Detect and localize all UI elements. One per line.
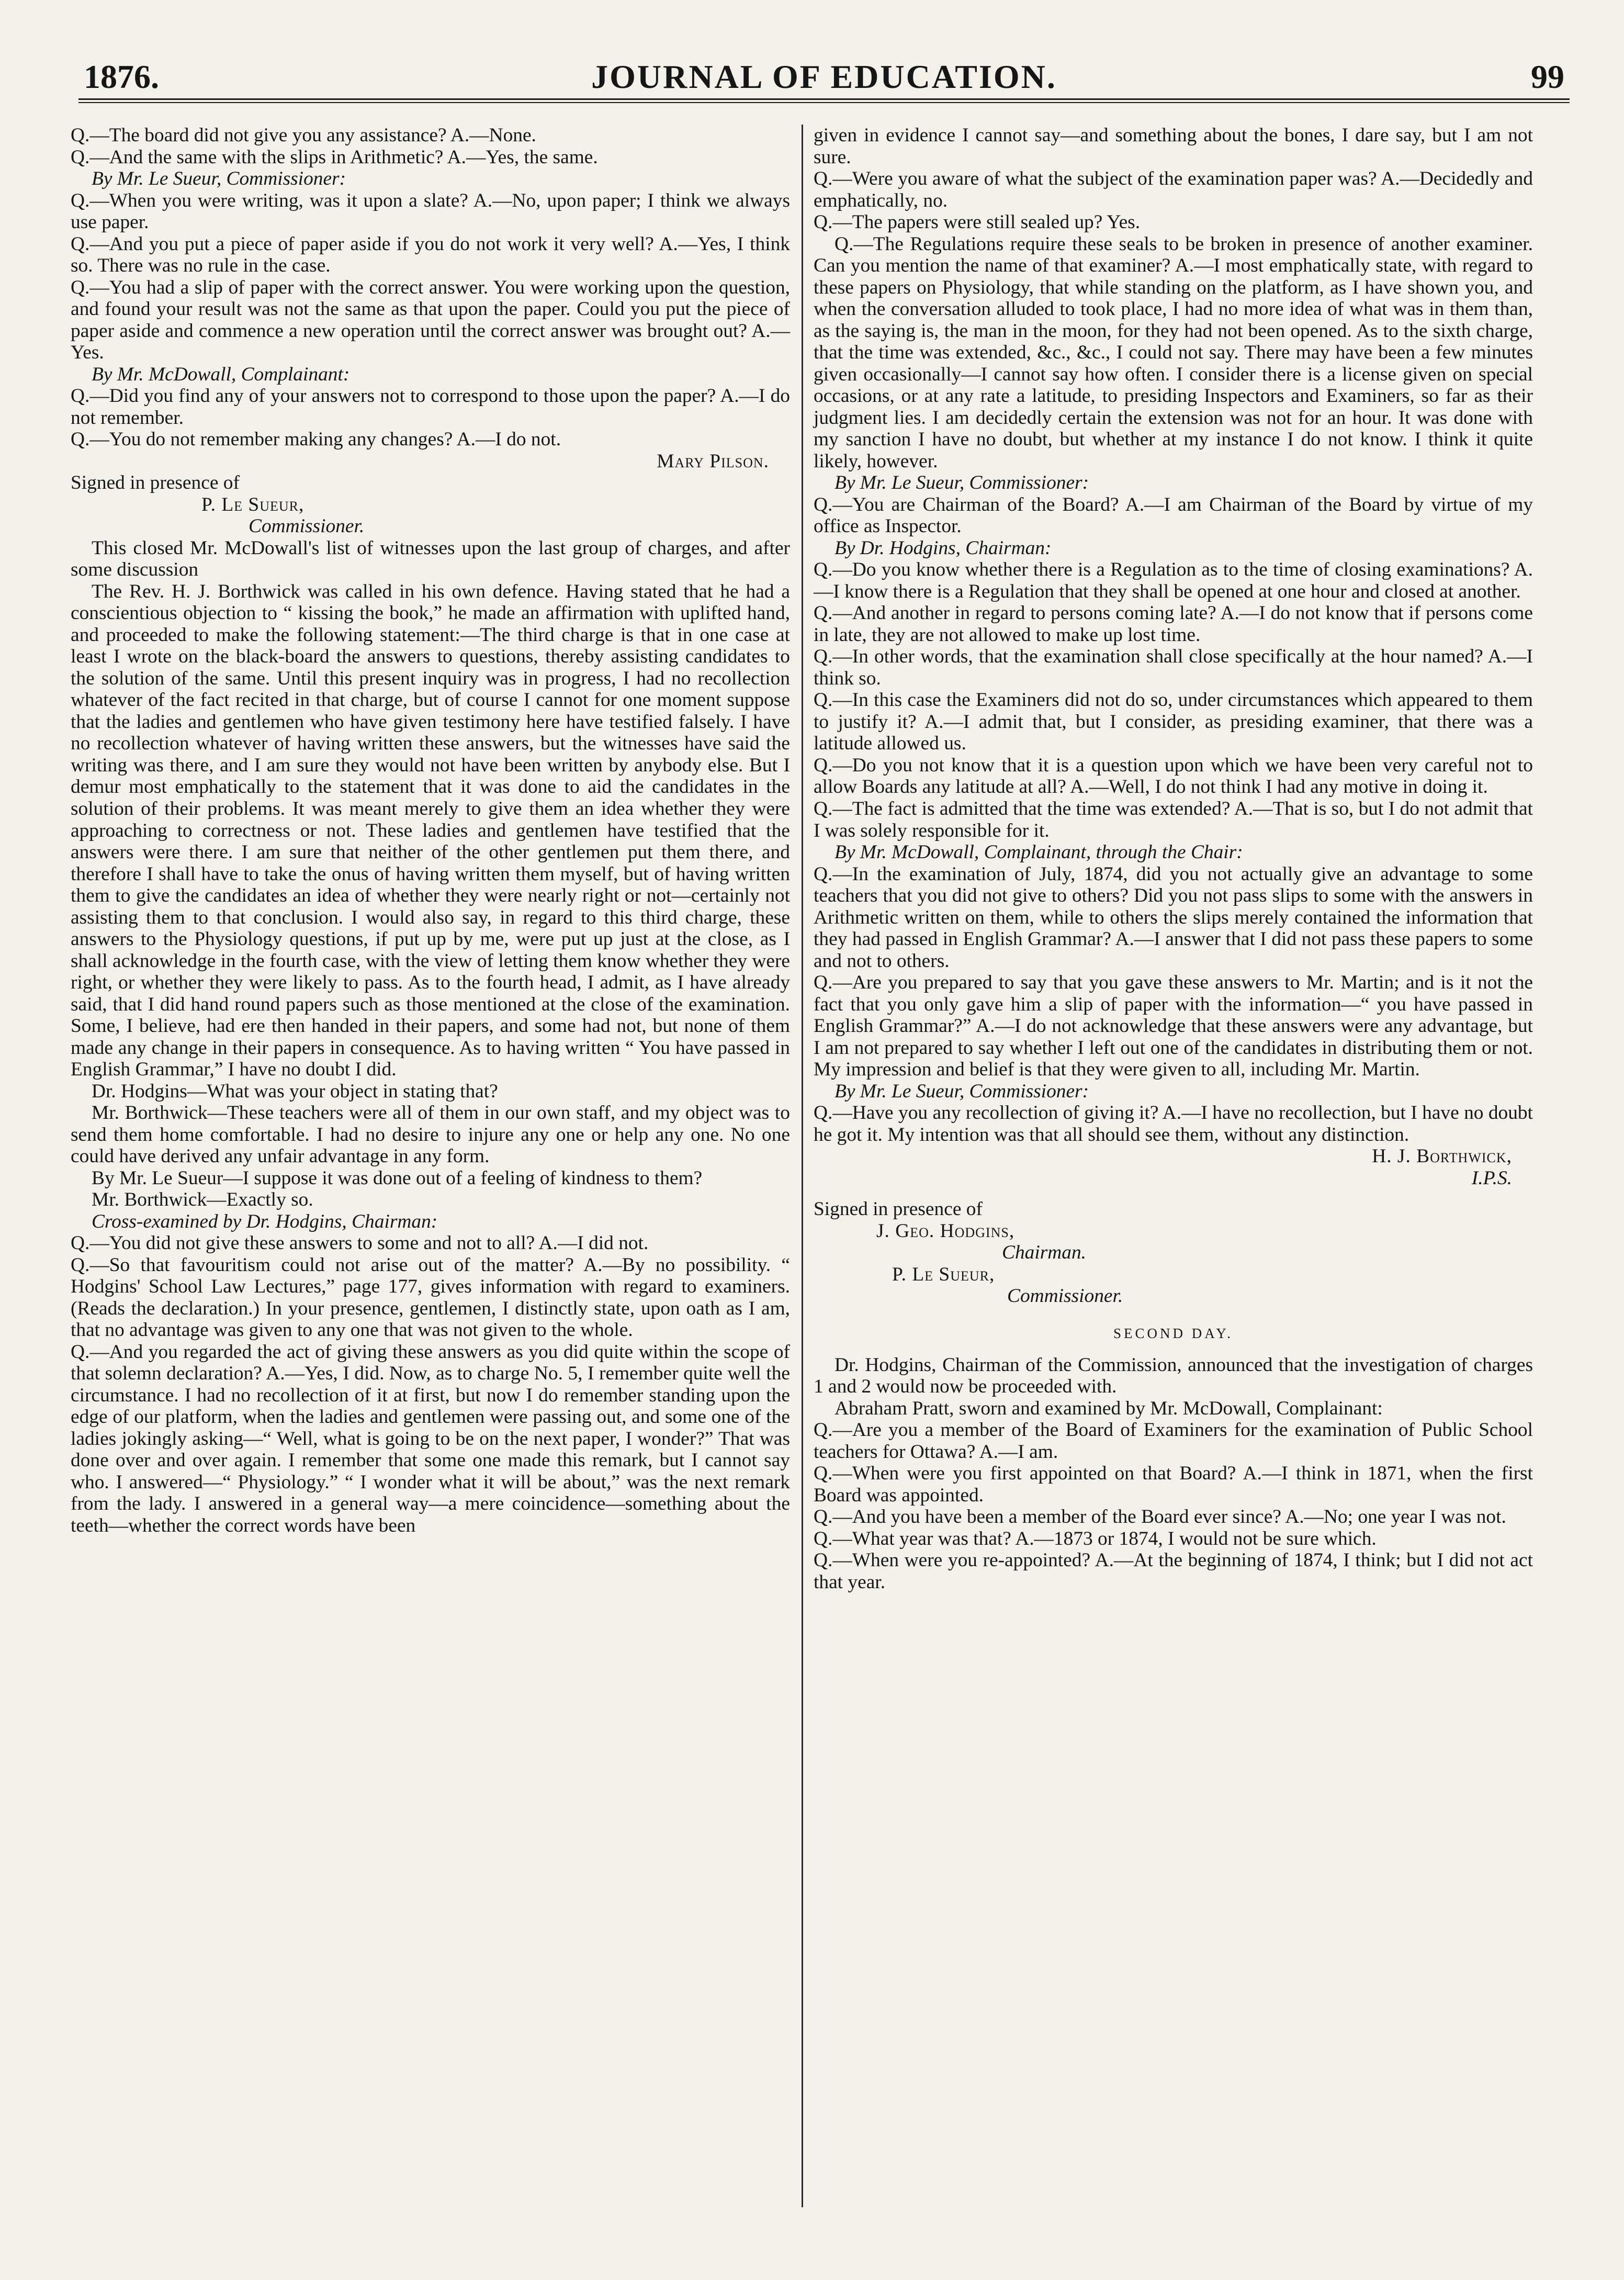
paragraph: Q.—And the same with the slips in Arithmetic? A.—Yes, the same. bbox=[71, 146, 598, 168]
section-heading: SECOND DAY. bbox=[1113, 1325, 1234, 1341]
paragraph: Q.—You do not remember making any changes? A.—I do not. bbox=[71, 429, 561, 451]
speaker-heading: By Mr. Le Sueur, Commissioner: bbox=[834, 472, 1089, 494]
signatory-title: I.P.S. bbox=[1471, 1167, 1512, 1189]
paragraph: Q.—In other words, that the examination shall close specifically at the hour named? A.—I think so. bbox=[814, 646, 1533, 689]
paragraph: Q.—And you regarded the act of giving these answers as you did quite within the scope of that solemn declaration? A.—Yes, I did. Now, as to charge No. 5, I remember quite well the circumstance. I had no recollection of it at first, but now I do remember standing upon the edge of our platform, when the ladies and gentlemen were passing out, and some one of the ladies jokingly asking—“ Well, what is going to be on the next paper, I wonder?” That was done over and over again. I remember that some one made this remark, but I cannot say who. I answered—“ Physiology.” “ I wonder what it will be about,” was the next remark from the lady. I answered in a general way—a mere coincidence—something about the teeth—whether the correct words have been bbox=[71, 1341, 790, 1536]
paragraph: Q.—The fact is admitted that the time was extended? A.—That is so, but I do not admit that I was solely responsible for it. bbox=[814, 798, 1533, 841]
paragraph: Q.—The papers were still sealed up? Yes. bbox=[814, 211, 1141, 233]
spacer bbox=[814, 1189, 1533, 1198]
journal-title: JOURNAL OF EDUCATION. bbox=[591, 58, 1057, 95]
paragraph: Mr. Borthwick—These teachers were all of them in our own staff, and my object was to send them home comfortable. I had no desire to injure any one or help any one. No one could have derived any unfair advantage in any form. bbox=[71, 1102, 790, 1167]
header-double-rule bbox=[78, 98, 1570, 103]
paragraph: By Mr. Le Sueur—I suppose it was done out of a feeling of kindness to them? bbox=[92, 1167, 703, 1189]
signatory-role: Commissioner. bbox=[249, 515, 365, 537]
paragraph: The Rev. H. J. Borthwick was called in his own defence. Having stated that he had a conscientious objection to “ kissing the book,” he made an affirmation with uplifted hand, and proceeded to make the following statement:—The third charge is that in one case at least I wrote on the black-board the answers to questions, thereby assisting candidates to the solution of the same. Until this present inquiry was in progress, I had no recollection whatever of the fact recited in that charge, but of course I cannot for one moment suppose that the ladies and gentlemen who have given testimony here have testified falsely. I have no recollection whatever of having written these answers, but the witnesses have said the writing was there, and I am sure they would not have been written by anybody else. But I demur most emphatically to the statement that it was done to aid the candidates in the solution of their problems. It was meant merely to give them an idea whether they were approaching to correctness or not. These ladies and gentlemen have testified that the answers were there. I am sure that neither of the other gentlemen put them there, and therefore I shall have to take the onus of having written them myself, but of having written them to give the candidates an idea of whether they were nearly right or not—certainly not assisting them to that conclusion. I would also say, in regard to this third charge, these answers to the Physiology questions, if put up by me, were put up just at the close, as I shall acknowledge in the fourth case, with the view of letting them know whether they were right, or whether they were likely to pass. As to the fourth head, I admit, as I have already said, that I did hand round papers such as those mentioned at the close of the examination. Some, I believe, had ere then handed in their papers, and some had not, but none of them made any change in their papers in consequence. As to having written “ You have passed in English Grammar,” I have no doubt I did. bbox=[71, 580, 790, 1081]
paragraph: Q.—When were you re-appointed? A.—At the beginning of 1874, I think; but I did not act that year. bbox=[814, 1549, 1533, 1593]
paragraph: Q.—When you were writing, was it upon a slate? A.—No, upon paper; I think we always use paper. bbox=[71, 189, 790, 233]
paragraph: given in evidence I cannot say—and something about the bones, I dare say, but I am not sure. bbox=[814, 125, 1533, 168]
paragraph: Q.—Do you not know that it is a question upon which we have been very careful not to allow Boards any latitude at all? A.—Well, I do not think I had any motive in doing it. bbox=[814, 754, 1533, 798]
speaker-heading: By Mr. Le Sueur, Commissioner: bbox=[834, 1080, 1089, 1102]
paragraph: Q.—So that favouritism could not arise out of the matter? A.—By no possibility. “ Hodgins' School Law Lectures,” page 177, gives information with regard to examiners. (Reads the declaration.) In your presence, gentlemen, I distinctly state, upon oath as I am, that no advantage was given to any one that was not given to the whole. bbox=[71, 1254, 790, 1341]
signed-in-presence: Signed in presence of bbox=[814, 1198, 983, 1220]
paragraph: Q.—And another in regard to persons coming late? A.—I do not know that if persons come in late, they are not allowed to make up lost time. bbox=[814, 602, 1533, 646]
paragraph: Q.—Are you prepared to say that you gave these answers to Mr. Martin; and is it not the fact that you only gave him a slip of paper with the information—“ you have passed in English Grammar?” A.—I do not acknowledge that these answers were any advantage, but I am not prepared to say whether I left out one of the candidates in distributing them or not. My impression and belief is that they were given to all, including Mr. Martin. bbox=[814, 972, 1533, 1081]
page-number: 99 bbox=[1531, 58, 1564, 95]
paragraph: Dr. Hodgins, Chairman of the Commission, announced that the investigation of charges 1 and 2 would now be proceeded with. bbox=[814, 1354, 1533, 1398]
signatory-name: P. Le Sueur, bbox=[892, 1263, 995, 1285]
paragraph: Q.—You are Chairman of the Board? A.—I am Chairman of the Board by virtue of my office as Inspector. bbox=[814, 493, 1533, 537]
signatory-name: P. Le Sueur, bbox=[201, 493, 304, 515]
speaker-heading: By Dr. Hodgins, Chairman: bbox=[834, 537, 1052, 559]
speaker-heading: By Mr. Le Sueur, Commissioner: bbox=[92, 168, 346, 190]
signatory-name: J. Geo. Hodgins, bbox=[876, 1220, 1015, 1242]
paragraph: Q.—You did not give these answers to some and not to all? A.—I did not. bbox=[71, 1232, 649, 1254]
paragraph: Abraham Pratt, sworn and examined by Mr. McDowall, Complainant: bbox=[834, 1397, 1383, 1419]
speaker-heading: By Mr. McDowall, Complainant: bbox=[92, 363, 350, 385]
column-divider bbox=[802, 125, 803, 2207]
paragraph: Q.—Do you know whether there is a Regulation as to the time of closing examinations? A.—I know there is a Regulation that they shall be opened at one hour and closed at another. bbox=[814, 559, 1533, 602]
paragraph: Q.—Did you find any of your answers not to correspond to those upon the paper? A.—I do not remember. bbox=[71, 385, 790, 429]
paragraph: Q.—In the examination of July, 1874, did you not actually give an advantage to some teachers that you did not give to others? Did you not pass slips to some with the answers in Arithmetic written on them, while to others the slips merely contained the information that they had passed in English Grammar? A.—I answer that I did not pass these papers to some and not to others. bbox=[814, 863, 1533, 972]
paragraph: Q.—Have you any recollection of giving it? A.—I have no recollection, but I have no doubt he got it. My intention was that all should see them, without any distinction. bbox=[814, 1102, 1533, 1145]
left-column bbox=[71, 125, 790, 1537]
header-year: 1876. bbox=[84, 58, 159, 95]
witness-signature: Mary Pilson. bbox=[657, 450, 769, 472]
paragraph: Q.—What year was that? A.—1873 or 1874, I would not be sure which. bbox=[814, 1528, 1377, 1549]
speaker-heading: Cross-examined by Dr. Hodgins, Chairman: bbox=[92, 1210, 438, 1232]
paragraph: Q.—You had a slip of paper with the correct answer. You were working upon the question, and found your result was not the same as that upon the paper. Could you put the piece of paper aside and commence a new operation until the correct answer was brought out? A.—Yes. bbox=[71, 276, 790, 364]
paragraph: Q.—Are you a member of the Board of Examiners for the examination of Public School teachers for Ottawa? A.—I am. bbox=[814, 1419, 1533, 1463]
signatory-role: Chairman. bbox=[1002, 1242, 1087, 1264]
paragraph: Q.—In this case the Examiners did not do so, under circumstances which appeared to them to justify it? A.—I admit that, but I consider, as presiding examiner, that there was a latitude allowed us. bbox=[814, 689, 1533, 755]
signed-in-presence: Signed in presence of bbox=[71, 472, 240, 494]
paragraph: Q.—And you have been a member of the Board ever since? A.—No; one year I was not. bbox=[814, 1506, 1506, 1528]
signatory-role: Commissioner. bbox=[1007, 1285, 1123, 1307]
paragraph: Mr. Borthwick—Exactly so. bbox=[92, 1189, 313, 1211]
paragraph: Q.—The Regulations require these seals to be broken in presence of another examiner. Can you mention the name of that examiner? A.—I most emphatically state, with regard to these papers on Physiology, that while standing on the platform, as I have shown you, and when the conversation alluded to took place, I had no more idea of what was in them than, as the saying is, the man in the moon, for they had not been opened. As to the sixth charge, that the time was extended, &c., &c., I could not say. There may have been a few minutes given occasionally—I cannot say how often. I consider there is a license given on special occasions, or at any rate a latitude, to presiding Inspectors and Examiners, so far as their judgment lies. I am decidedly certain the extension was not for an hour. It was done with my sanction I have no doubt, but whether at my instance I do not know. I think it quite likely, however. bbox=[814, 233, 1533, 472]
speaker-heading: By Mr. McDowall, Complainant, through the Chair: bbox=[834, 841, 1243, 863]
paragraph: Q.—The board did not give you any assistance? A.—None. bbox=[71, 125, 536, 146]
paragraph: This closed Mr. McDowall's list of witnesses upon the last group of charges, and after some discussion bbox=[71, 537, 790, 581]
right-column bbox=[814, 125, 1533, 1593]
paragraph: Q.—Were you aware of what the subject of the examination paper was? A.—Decidedly and emphatically, no. bbox=[814, 168, 1533, 211]
signatory-name: H. J. Borthwick, bbox=[1372, 1145, 1512, 1167]
paragraph: Q.—When were you first appointed on that Board? A.—I think in 1871, when the first Board was appointed. bbox=[814, 1463, 1533, 1506]
paragraph: Dr. Hodgins—What was your object in stating that? bbox=[92, 1080, 498, 1102]
paragraph: Q.—And you put a piece of paper aside if you do not work it very well? A.—Yes, I think so. There was no rule in the case. bbox=[71, 233, 790, 277]
